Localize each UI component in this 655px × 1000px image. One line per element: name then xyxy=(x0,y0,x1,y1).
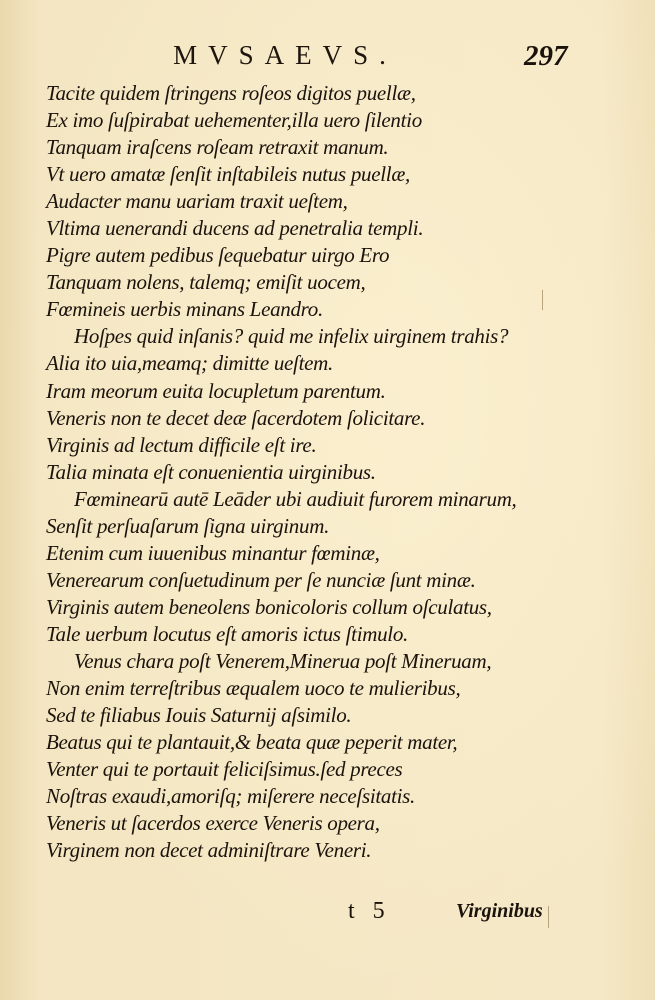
verse-line: Pigre autem pedibus ſequebatur uirgo Ero xyxy=(46,243,390,268)
verse-line: Virginem non decet adminiſtrare Veneri. xyxy=(46,838,372,863)
verse-line: Alia ito uia,meamq; dimitte ueſtem. xyxy=(46,351,333,376)
verse-line: Noſtras exaudi,amoriſq; miſerere neceſsitatis. xyxy=(46,784,416,809)
verse-line: Veneris ut ſacerdos exerce Veneris opera, xyxy=(46,811,380,836)
margin-mark xyxy=(548,906,549,928)
verse-line: Tale uerbum locutus eſt amoris ictus ſtimulo. xyxy=(46,621,408,646)
verse-line: Venus chara poſt Venerem,Minerua poſt Mineruam, xyxy=(74,648,492,673)
verse-line: Senſit perſuaſarum ſigna uirginum. xyxy=(46,513,330,538)
verse-line: Non enim terreſtribus æqualem uoco te mulieribus, xyxy=(46,676,461,701)
verse-line: Vt uero amatæ ſenſit inſtabileis nutus puellæ, xyxy=(46,162,410,187)
signature-mark: t 5 xyxy=(348,898,391,924)
verse-line: Virginis autem beneolens bonicoloris collum oſculatus, xyxy=(46,594,492,619)
verse-line: Sed te filiabus Iouis Saturnij aſsimilo. xyxy=(46,703,352,728)
verse-line: Etenim cum iuuenibus minantur fœminæ, xyxy=(46,540,380,565)
running-head xyxy=(0,40,655,76)
verse-line: Beatus qui te plantauit,& beata quæ peperit mater, xyxy=(46,730,458,755)
margin-mark xyxy=(542,290,543,310)
verse-line: Veneris non te decet deæ ſacerdotem ſolicitare. xyxy=(46,405,426,430)
verse-line: Audacter manu uariam traxit ueſtem, xyxy=(46,189,348,214)
verse-line: Venerearum conſuetudinum per ſe nunciæ ſunt minæ. xyxy=(46,567,476,592)
verse-line: Venter qui te portauit feliciſsimus.ſed preces xyxy=(46,757,403,782)
verse-line: Talia minata eſt conuenientia uirginibus. xyxy=(46,459,376,484)
verse-line: Fœmineis uerbis minans Leandro. xyxy=(46,297,323,322)
verse-line: Vltima uenerandi ducens ad penetralia templi. xyxy=(46,216,424,241)
page-footer xyxy=(0,898,655,938)
verse-line: Iram meorum euita locupletum parentum. xyxy=(46,378,386,403)
verse-line: Tanquam nolens, talemq; emiſit uocem, xyxy=(46,270,366,295)
verse-line: Tacite quidem ſtringens roſeos digitos puellæ, xyxy=(46,81,416,105)
verse-line: Ex imo ſuſpirabat uehementer,illa uero ſilentio xyxy=(46,108,422,133)
verse-line: Virginis ad lectum difficile eſt ire. xyxy=(46,432,317,457)
catchword: Virginibus xyxy=(456,900,543,922)
verse-line: Hoſpes quid inſanis? quid me infelix uirginem trahis? xyxy=(74,324,509,349)
running-title: MVSAEVS. xyxy=(173,40,397,70)
verse-block xyxy=(46,80,586,864)
verse-line: Fœminearū autē Leāder ubi audiuit furorem minarum, xyxy=(74,486,517,511)
page-number: 297 xyxy=(524,40,568,72)
verse-line: Tanquam iraſcens roſeam retraxit manum. xyxy=(46,135,389,160)
